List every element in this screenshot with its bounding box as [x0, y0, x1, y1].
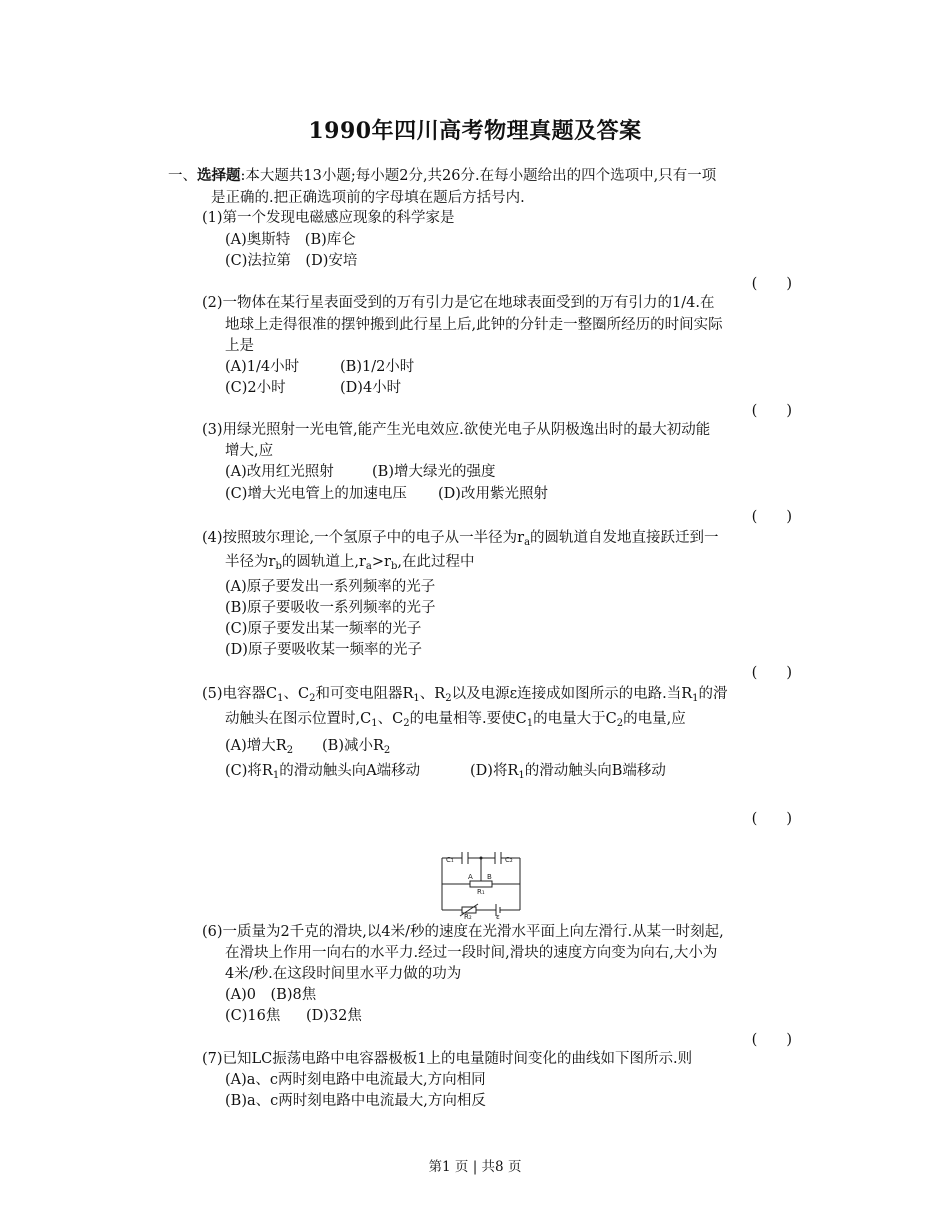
q4-option-c: (C)原子要发出某一频率的光子	[225, 621, 422, 637]
page-title: 1990年四川高考物理真题及答案	[308, 118, 642, 144]
q5-s2: 、C	[283, 686, 310, 702]
q5-s5: 以及电源ε连接成如图所示的电路.当R	[451, 686, 693, 702]
q5-sub-2: 2	[309, 693, 316, 704]
q6-stem-line-1: (6)一质量为2千克的滑块,以4米/秒的速度在光滑水平面上向左滑行.从某一时刻起,	[202, 924, 724, 940]
q7-option-b: (B)a、c两时刻电路中电流最大,方向相反	[225, 1093, 486, 1109]
q5-s1: (5)电容器C	[202, 686, 278, 702]
q2-option-c: (C)2小时	[225, 380, 286, 396]
section-intro-line-2: 是正确的.把正确选项前的字母填在题后方括号内.	[211, 190, 525, 206]
q2-answer-bracket[interactable]: ( )	[751, 403, 792, 419]
label-c2: C₂	[505, 856, 513, 864]
q2-option-a: (A)1/4小时	[225, 359, 300, 375]
q5-option-b	[322, 736, 390, 756]
q5-sub-5: 1	[692, 693, 699, 704]
q4-stem-line-1	[202, 528, 719, 548]
q5-opt-d-sub: 1	[518, 770, 525, 781]
q4-sub-a: a	[524, 537, 531, 548]
q2-stem-line-1: (2)一物体在某行星表面受到的万有引力是它在地球表面受到的万有引力的1/4.在	[202, 295, 715, 311]
q3-option-c: (C)增大光电管上的加速电压	[225, 486, 407, 502]
section-name: 选择题	[197, 167, 241, 184]
q6-answer-bracket[interactable]: ( )	[751, 1032, 792, 1048]
q3-stem-line-1: (3)用绿光照射一光电管,能产生光电效应.欲使光电子从阴极逸出时的最大初动能	[202, 422, 711, 438]
q7-option-a: (A)a、c两时刻电路中电流最大,方向相同	[225, 1072, 486, 1088]
q5-option-c	[225, 761, 420, 781]
q4-option-a: (A)原子要发出一系列频率的光子	[225, 579, 436, 595]
q3-option-d: (D)改用紫光照射	[438, 486, 548, 502]
q1-options-ab: (A)奥斯特 (B)库仑	[225, 232, 356, 248]
q4-text-1b: 的圆轨道自发地直接跃迁到一	[530, 530, 719, 546]
q5-opt-d-text: (D)将R	[470, 763, 519, 779]
q5-sub-8: 1	[526, 718, 534, 729]
q5-opt-a-sub: 2	[286, 745, 294, 756]
q5-s4: 、R	[419, 686, 446, 702]
q5-option-a	[225, 736, 293, 756]
q5-opt-c-text: (C)将R	[225, 763, 273, 779]
q5-sub-7: 2	[403, 718, 410, 729]
q5-t4: 的电量大于C	[533, 711, 617, 727]
label-r1: R₁	[477, 888, 485, 896]
q5-t5: 的电量,应	[623, 711, 686, 727]
q3-answer-bracket[interactable]: ( )	[751, 509, 792, 525]
q1-options-cd: (C)法拉第 (D)安培	[225, 253, 358, 269]
q5-t2: 、C	[377, 711, 404, 727]
q5-opt-d-text-2: 的滑动触头向B端移动	[524, 763, 666, 779]
label-epsilon: ε	[496, 913, 500, 920]
section-intro-line-1	[168, 166, 716, 186]
q2-stem-line-2: 地球上走得很准的摆钟搬到此行星上后,此钟的分针走一整圈所经历的时间实际	[225, 317, 723, 333]
q5-t1: 动触头在图示位置时,C	[225, 711, 372, 727]
q3-option-b: (B)增大绿光的强度	[372, 464, 496, 480]
q3-option-a: (A)改用红光照射	[225, 464, 334, 480]
q5-sub-3: 1	[413, 693, 420, 704]
q2-option-b: (B)1/2小时	[340, 359, 415, 375]
q5-s3: 和可变电阻器R	[315, 686, 414, 702]
label-c1: C₁	[446, 856, 454, 864]
q4-sub-b: b	[275, 561, 282, 572]
q5-sub-4: 2	[445, 693, 452, 704]
q2-stem-line-3: 上是	[225, 338, 254, 354]
q5-opt-b-text: (B)减小R	[322, 738, 384, 754]
q5-sub-1: 1	[277, 693, 284, 704]
section-intro-text: :本大题共13小题;每小题2分,共26分.在每小题给出的四个选项中,只有一项	[240, 168, 717, 184]
q5-option-d	[470, 761, 666, 781]
q4-sub-b-2: b	[390, 561, 398, 572]
q5-stem-line-2	[225, 709, 686, 729]
q5-opt-b-sub: 2	[383, 745, 391, 756]
q6-stem-line-3: 4米/秒.在这段时间里水平力做的功为	[225, 966, 462, 982]
q5-t3: 的电量相等.要使C	[409, 711, 527, 727]
q1-answer-bracket[interactable]: ( )	[751, 276, 792, 292]
q5-opt-a-text: (A)增大R	[225, 738, 287, 754]
q6-stem-line-2: 在滑块上作用一向右的水平力.经过一段时间,滑块的速度方向变为向右,大小为	[225, 945, 718, 961]
page-footer: 第1 页 | 共8 页	[428, 1159, 522, 1175]
q5-opt-c-sub: 1	[272, 770, 280, 781]
q5-stem-line-1	[202, 684, 728, 704]
q7-stem: (7)已知LC振荡电路中电容器极板1上的电量随时间变化的曲线如下图所示.则	[202, 1051, 693, 1067]
q4-text-2d: ,在此过程中	[397, 554, 475, 570]
q6-options-ab: (A)0 (B)8焦	[225, 987, 317, 1003]
q6-option-d: (D)32焦	[306, 1008, 362, 1024]
q4-text-2b: 的圆轨道上,r	[281, 554, 366, 570]
q5-answer-bracket[interactable]: ( )	[751, 811, 792, 827]
q4-option-b: (B)原子要吸收一系列频率的光子	[225, 600, 436, 616]
q4-text-1a: (4)按照玻尔理论,一个氢原子中的电子从一半径为r	[202, 530, 525, 546]
q4-text-2c: >r	[371, 554, 391, 570]
q4-option-d: (D)原子要吸收某一频率的光子	[225, 642, 422, 658]
q3-stem-line-2: 增大,应	[225, 443, 274, 459]
q2-option-d: (D)4小时	[340, 380, 402, 396]
q1-stem: (1)第一个发现电磁感应现象的科学家是	[202, 210, 455, 226]
q5-s6: 的滑	[698, 686, 728, 702]
q5-sub-9: 2	[616, 718, 624, 729]
junction-dot	[480, 857, 483, 860]
q4-sub-a-2: a	[365, 561, 372, 572]
q5-opt-c-text-2: 的滑动触头向A端移动	[279, 763, 421, 779]
q4-text-2a: 半径为r	[225, 554, 276, 570]
q6-option-c: (C)16焦	[225, 1008, 281, 1024]
label-r2: R₂	[464, 913, 472, 920]
circuit-diagram	[440, 848, 524, 920]
label-a: A	[468, 873, 473, 881]
section-number: 一、	[168, 168, 197, 184]
q4-answer-bracket[interactable]: ( )	[751, 665, 792, 681]
q4-stem-line-2	[225, 552, 474, 572]
label-b: B	[487, 873, 492, 881]
q5-sub-6: 1	[371, 718, 378, 729]
